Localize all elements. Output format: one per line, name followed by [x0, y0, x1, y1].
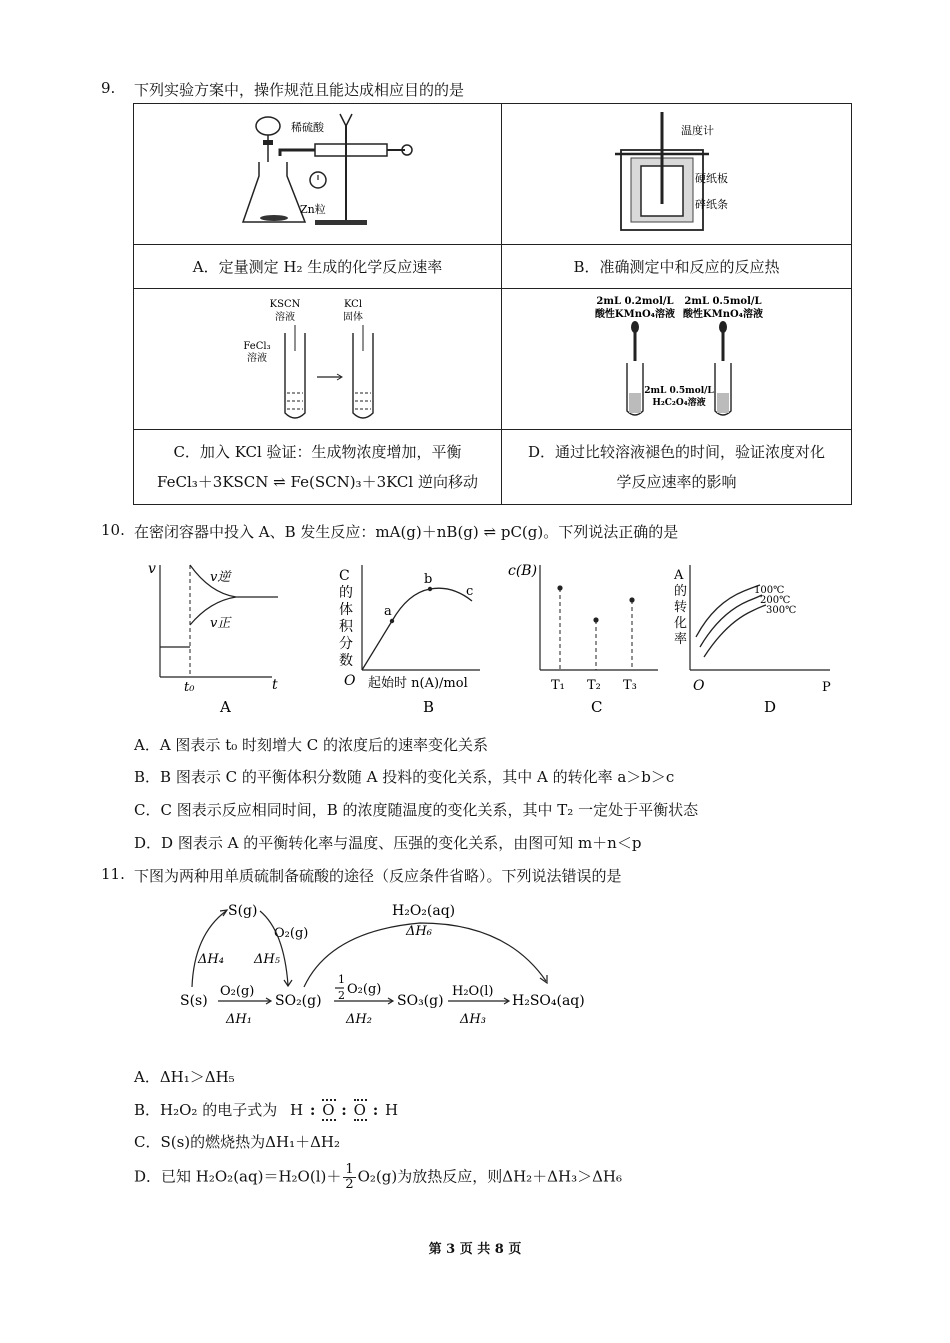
- q11-option-b-text: B．H₂O₂ 的电子式为: [134, 1101, 278, 1119]
- q9-option-d-line1: D．通过比较溶液褪色的时间，验证浓度对化: [527, 443, 826, 461]
- label-kscn-solution: 溶液: [274, 312, 295, 323]
- q10-graph-b: [339, 565, 480, 716]
- scheme-dh4: ΔH₄: [198, 952, 224, 967]
- graph-b-x-label: 起始时 n(A)/mol: [368, 676, 468, 691]
- graph-b-caption: B: [423, 698, 435, 716]
- label-kscn: KSCN: [269, 299, 300, 310]
- label-thermometer: 温度计: [680, 124, 714, 137]
- q9-experiment-table: [133, 103, 852, 505]
- q9-option-b: B．准确测定中和反应的反应热: [502, 245, 852, 289]
- q9-panel-c-figure: [134, 289, 502, 430]
- scheme-h2o2: H₂O₂(aq): [392, 903, 456, 919]
- graph-b-y-char-4: 积: [339, 619, 353, 635]
- kmno4-test-tubes-figure: [503, 289, 851, 425]
- label-shredded-paper: 碎纸条: [694, 198, 728, 211]
- q10-graph-a: [148, 561, 278, 716]
- formula-h-left: H: [289, 1101, 305, 1119]
- graph-d-x-label: P: [822, 680, 831, 695]
- formula-h-right: H: [385, 1101, 400, 1119]
- graph-d-y-char-2: 的: [674, 584, 688, 599]
- scheme-s-gas: S(g): [228, 903, 258, 919]
- formula-o-left: O: [322, 1101, 336, 1119]
- fraction-denominator: 2: [345, 1177, 354, 1192]
- q11-reaction-scheme: [170, 895, 600, 1030]
- label-kcl-solid: 固体: [342, 312, 363, 323]
- q11-option-a: A．ΔH₁＞ΔH₅: [134, 1068, 235, 1086]
- graph-c-tick-t3: T₃: [623, 678, 637, 693]
- scheme-half-o2: O₂(g): [347, 982, 382, 997]
- label-fecl3-solution: 溶液: [246, 353, 267, 364]
- scheme-o2-top: O₂(g): [274, 926, 309, 941]
- test-tubes-kscn-figure: [135, 289, 501, 425]
- q10-option-d: D．D 图表示 A 的平衡转化率与温度、压强的变化关系，由图可知 m＋n＜p: [134, 834, 642, 852]
- label-kmno4-05: 2mL 0.5mol/L: [683, 296, 762, 307]
- page-footer: 第 3 页 共 8 页: [428, 1242, 522, 1257]
- label-cardboard: 硬纸板: [694, 172, 728, 185]
- q9-option-a: A．定量测定 H₂ 生成的化学反应速率: [134, 245, 502, 289]
- graph-a-v-reverse-label: v逆: [210, 570, 231, 585]
- scheme-half-numerator: 1: [338, 973, 345, 986]
- graph-b-point-b: b: [424, 572, 433, 587]
- graph-c-y-label: c(B): [508, 563, 538, 579]
- calorimeter-figure: [503, 104, 851, 240]
- graph-a-x-label: t: [272, 677, 278, 693]
- graph-d-y-char-3: 转: [674, 600, 688, 615]
- label-zinc-granules: Zn粒: [299, 203, 326, 216]
- q11-option-d: [134, 1163, 622, 1192]
- graph-b-y-char-6: 数: [339, 653, 353, 669]
- graph-b-point-c: c: [466, 584, 474, 599]
- q9-panel-d-figure: [502, 289, 852, 430]
- graph-a-caption: A: [220, 698, 231, 716]
- graph-b-y-char-1: C: [339, 568, 350, 584]
- q11-option-b: [134, 1099, 399, 1120]
- q10-graphs: [140, 555, 840, 720]
- scheme-dh1: ΔH₁: [226, 1012, 252, 1027]
- q9-option-c-line1: C．加入 KCl 验证：生成物浓度增加，平衡: [173, 443, 462, 461]
- graph-d-curve-200: 200℃: [760, 595, 791, 606]
- scheme-so3: SO₃(g): [397, 993, 444, 1009]
- graph-d-curve-300: 300℃: [766, 605, 797, 616]
- q10-option-c: C．C 图表示反应相同时间，B 的浓度随温度的变化关系，其中 T₂ 一定处于平衡状态: [134, 801, 699, 819]
- label-h2c2o4: 2mL 0.5mol/L: [643, 386, 714, 396]
- scheme-h2o: H₂O(l): [452, 984, 494, 999]
- graph-d-origin: O: [693, 678, 705, 694]
- q11-stem: 下图为两种用单质硫制备硫酸的途径（反应条件省略）。下列说法错误的是: [134, 867, 622, 885]
- formula-o-right: O: [353, 1101, 367, 1119]
- q10-number: 10.: [101, 521, 125, 539]
- q10-option-b: B．B 图表示 C 的平衡体积分数随 A 投料的变化关系，其中 A 的转化率 a＞b＞c: [134, 768, 675, 786]
- graph-c-caption: C: [591, 698, 603, 716]
- label-kmno4-02-solution: 酸性KMnO₄溶液: [594, 309, 675, 320]
- scheme-o2: O₂(g): [220, 984, 255, 999]
- graph-b-y-char-5: 分: [339, 636, 353, 652]
- scheme-dh6: ΔH₆: [406, 924, 432, 939]
- q9-stem: 下列实验方案中，操作规范且能达成相应目的的是: [134, 81, 465, 99]
- scheme-dh5: ΔH₅: [254, 952, 280, 967]
- q11-option-d-fraction: [343, 1163, 355, 1192]
- graph-d-y-char-1: A: [674, 568, 684, 583]
- fraction-numerator: 1: [345, 1162, 354, 1177]
- scheme-h2so4: H₂SO₄(aq): [512, 993, 585, 1009]
- graph-c-tick-t1: T₁: [551, 678, 565, 693]
- label-dilute-sulfuric-acid: 稀硫酸: [290, 121, 324, 134]
- q10-stem: 在密闭容器中投入 A、B 发生反应：mA(g)＋nB(g) ⇌ pC(g)。下列说法正确的是: [134, 523, 679, 541]
- graph-b-y-char-3: 体: [339, 602, 353, 618]
- label-kmno4-02: 2mL 0.2mol/L: [595, 296, 674, 307]
- q11-option-d-prefix: D．已知 H₂O₂(aq)＝H₂O(l)＋: [134, 1167, 342, 1186]
- scheme-dh2: ΔH₂: [346, 1012, 372, 1027]
- graph-b-origin: O: [344, 673, 356, 689]
- graph-b-y-char-2: 的: [339, 585, 353, 601]
- label-kcl: KCl: [343, 299, 362, 310]
- graph-a-v-forward-label: v正: [210, 616, 231, 631]
- q11-number: 11.: [101, 865, 125, 883]
- q10-graph-c: [508, 563, 658, 716]
- q9-option-d: [502, 430, 852, 505]
- scheme-half-denominator: 2: [338, 989, 345, 1002]
- q10-option-a: A．A 图表示 t₀ 时刻增大 C 的浓度后的速率变化关系: [134, 736, 489, 754]
- label-h2c2o4-solution: H₂C₂O₄溶液: [651, 398, 706, 408]
- label-fecl3: FeCl₃: [242, 341, 271, 352]
- q9-number: 9.: [101, 79, 116, 97]
- graph-a-t0-label: t₀: [184, 680, 195, 695]
- q11-option-d-suffix: O₂(g)为放热反应，则ΔH₂＋ΔH₃＞ΔH₆: [357, 1167, 623, 1186]
- graph-b-point-a: a: [384, 604, 392, 619]
- q11-option-c: C．S(s)的燃烧热为ΔH₁＋ΔH₂: [134, 1133, 341, 1151]
- q9-option-c-line2: FeCl₃＋3KSCN ⇌ Fe(SCN)₃＋3KCl 逆向移动: [157, 473, 478, 491]
- graph-d-y-char-4: 化: [674, 616, 688, 631]
- scheme-dh3: ΔH₃: [460, 1012, 486, 1027]
- q10-graph-d: [673, 565, 831, 716]
- graph-a-y-label: v: [148, 561, 156, 577]
- q9-option-d-line2: 学反应速率的影响: [616, 473, 737, 491]
- graph-d-curve-100: 100℃: [754, 585, 785, 596]
- zinc-acid-apparatus-figure: [135, 104, 501, 240]
- graph-d-caption: D: [764, 698, 777, 716]
- graph-d-y-char-5: 率: [674, 632, 688, 647]
- graph-c-tick-t2: T₂: [587, 678, 601, 693]
- q9-option-c: [134, 430, 502, 505]
- scheme-so2: SO₂(g): [275, 993, 322, 1009]
- q9-panel-a-figure: [134, 104, 502, 245]
- scheme-s-solid: S(s): [180, 993, 208, 1009]
- label-kmno4-05-solution: 酸性KMnO₄溶液: [682, 309, 763, 320]
- q9-panel-b-figure: [502, 104, 852, 245]
- h2o2-electron-formula: H : O : O : H: [289, 1101, 400, 1119]
